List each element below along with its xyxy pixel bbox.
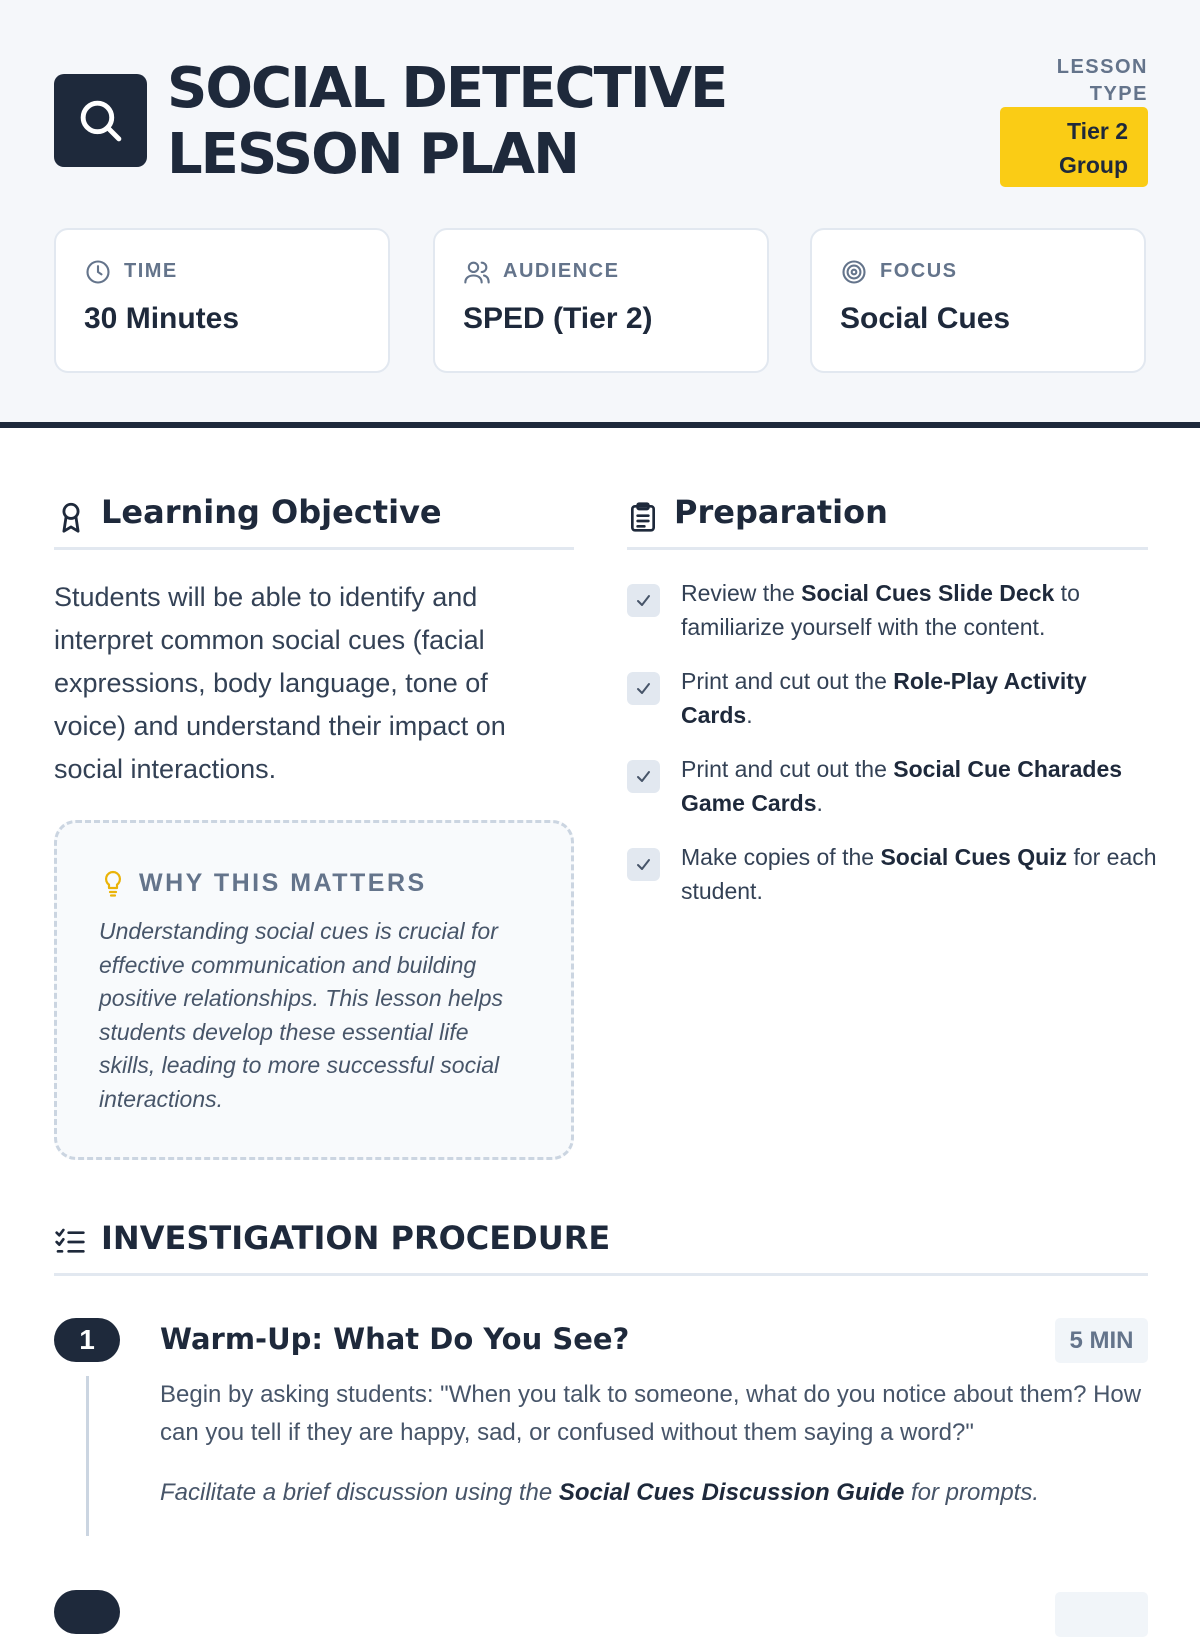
focus-value: Social Cues (840, 302, 1011, 335)
lesson-type-label: LESSON TYPE (1056, 56, 1148, 105)
lightbulb-icon (101, 870, 125, 898)
why-this-matters-label: WHY THIS MATTERS (139, 869, 427, 897)
why-this-matters-text: Understanding social cues is crucial for effective communication and building positive relationships. This lesson helps students develop these essential life skills, leading to more successful social interactions. (99, 918, 503, 1112)
prep-text-after: for each student. (681, 844, 1157, 904)
preparation-section-header (627, 490, 1148, 550)
next-step-duration-badge (1055, 1592, 1148, 1637)
step-title: Warm-Up: What Do You See? (160, 1322, 630, 1356)
clock-icon (84, 258, 112, 286)
audience-label: AUDIENCE (503, 260, 620, 282)
prep-text-before: Print and cut out the (681, 756, 894, 782)
checkbox[interactable] (627, 672, 660, 705)
prep-text-after: to familiarize yourself with the content. (681, 580, 1080, 640)
checkbox[interactable] (627, 760, 660, 793)
prep-text-bold: Social Cue Charades Game Cards (681, 756, 1123, 816)
header (0, 0, 1200, 428)
time-card (54, 228, 390, 373)
prep-text-bold: Role-Play Activity Cards (681, 668, 1087, 728)
step-duration-badge: 5 MIN (1055, 1318, 1148, 1363)
users-icon (463, 258, 491, 286)
objective-section-header (54, 490, 574, 550)
procedure-heading: INVESTIGATION PROCEDURE (101, 1219, 611, 1257)
prep-text-after: . (746, 702, 753, 728)
why-this-matters-box (54, 820, 574, 1160)
objective-heading: Learning Objective (101, 493, 442, 531)
prep-item (627, 576, 1157, 644)
preparation-list (627, 576, 1157, 928)
audience-value: SPED (Tier 2) (463, 302, 653, 335)
clipboard-icon (627, 500, 659, 534)
next-step-number (54, 1590, 120, 1634)
prep-text-after: . (816, 790, 823, 816)
step-timeline (86, 1376, 89, 1536)
check-icon (636, 770, 651, 783)
focus-card (810, 228, 1146, 373)
step-note-after: for prompts. (904, 1479, 1040, 1506)
step-description: Begin by asking students: "When you talk to someone, what do you notice about them? How can you tell if they are happy, sad, or confused without them saying a word?" (160, 1381, 1142, 1446)
step-note-bold: Social Cues Discussion Guide (558, 1479, 905, 1506)
logo (54, 74, 147, 167)
step-note-before: Facilitate a brief discussion using the (160, 1479, 559, 1506)
prep-text-before: Make copies of the (681, 844, 881, 870)
award-icon (54, 500, 88, 534)
check-icon (636, 682, 651, 695)
prep-item (627, 752, 1157, 820)
page-title: SOCIAL DETECTIVE LESSON PLAN (167, 56, 727, 187)
prep-text-before: Review the (681, 580, 802, 606)
prep-item (627, 840, 1157, 908)
prep-item (627, 664, 1157, 732)
time-value: 30 Minutes (84, 302, 240, 335)
check-icon (636, 858, 651, 871)
preparation-heading: Preparation (674, 493, 888, 531)
prep-text-before: Print and cut out the (681, 668, 894, 694)
lesson-type-badge: Tier 2 Group (1000, 107, 1148, 187)
target-icon (840, 258, 868, 286)
procedure-section-header (54, 1216, 1148, 1276)
prep-text-bold: Social Cues Quiz (880, 844, 1068, 870)
audience-card (433, 228, 769, 373)
step-note (160, 1474, 1160, 1512)
list-checks-icon (54, 1226, 86, 1258)
time-label: TIME (124, 260, 178, 282)
prep-text-bold: Social Cues Slide Deck (801, 580, 1055, 606)
step-number: 1 (54, 1318, 120, 1362)
focus-label: FOCUS (880, 260, 958, 282)
objective-text: Students will be able to identify and interpret common social cues (facial expressions, body language, tone of voice) and understand their impact on social interactions. (54, 582, 506, 784)
check-icon (636, 594, 651, 607)
search-icon (76, 96, 125, 145)
checkbox[interactable] (627, 848, 660, 881)
checkbox[interactable] (627, 584, 660, 617)
